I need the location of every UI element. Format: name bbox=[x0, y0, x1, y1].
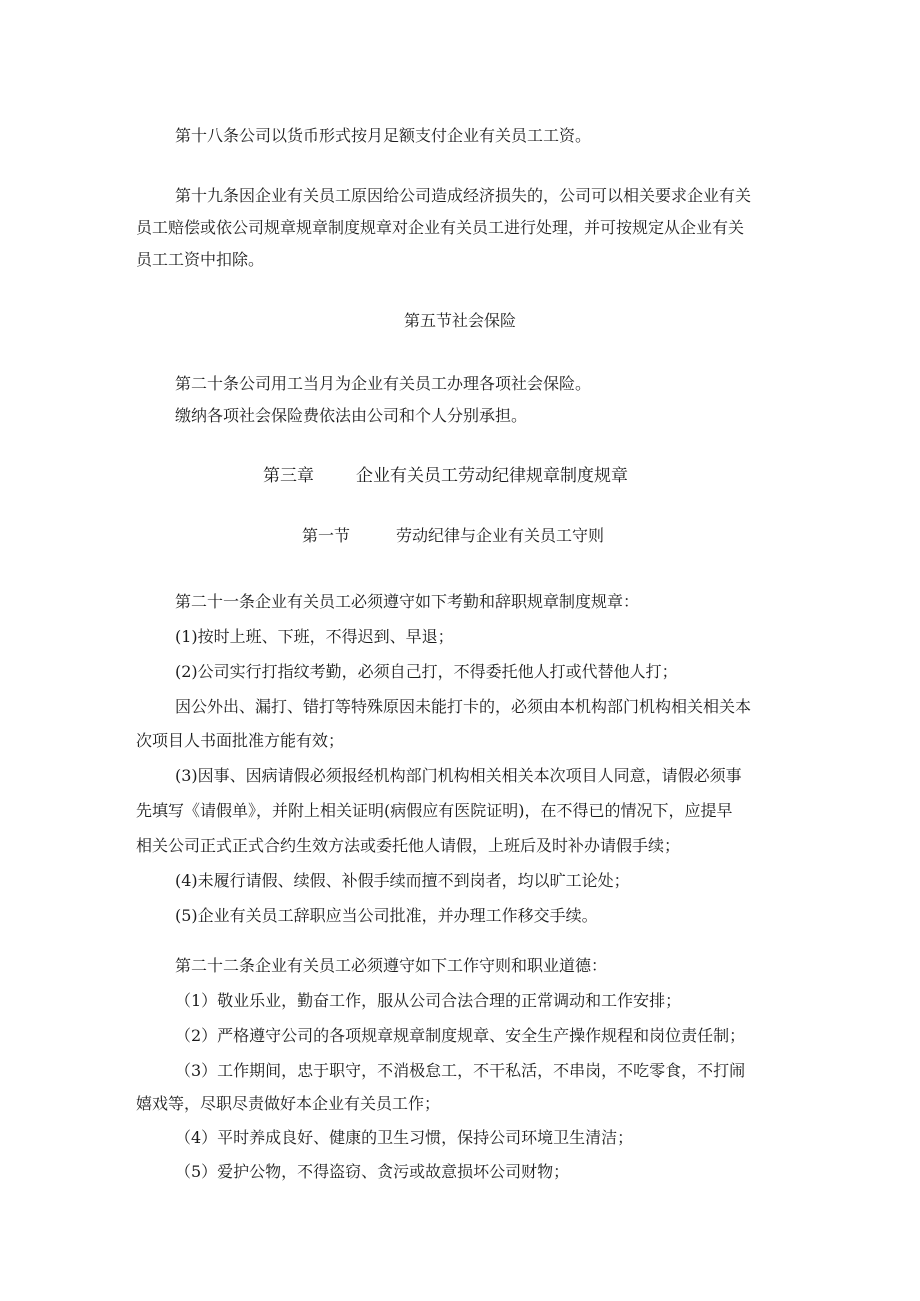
article-21-item-2-cont-1: 因公外出、漏打、错打等特殊原因未能打卡的，必须由本机构部门机构相关相关本 bbox=[175, 697, 752, 716]
article-20-line-2: 缴纳各项社会保险费依法由公司和个人分别承担。 bbox=[175, 406, 528, 425]
article-22-item-2: （2）严格遵守公司的各项规章规章制度规章、安全生产操作规程和岗位责任制； bbox=[175, 1026, 746, 1045]
article-19-line-3: 员工工资中扣除。 bbox=[136, 250, 265, 269]
chapter-3-heading bbox=[263, 466, 628, 486]
article-21-item-3-line-2: 先填写《请假单》，并附上相关证明(病假应有医院证明)，在不得已的情况下，应提早 bbox=[136, 801, 733, 820]
article-22-item-4: （4）平时养成良好、健康的卫生习惯，保持公司环境卫生清洁； bbox=[175, 1128, 634, 1147]
article-21-item-2-cont-2: 次项目人书面批准方能有效； bbox=[136, 731, 345, 750]
article-18: 第十八条公司以货币形式按月足额支付企业有关员工工资。 bbox=[175, 126, 592, 145]
article-21-item-2: (2)公司实行打指纹考勤，必须自己打，不得委托他人打或代替他人打； bbox=[175, 662, 678, 681]
article-22-item-1: （1）敬业乐业，勤奋工作，服从公司合法合理的正常调动和工作安排； bbox=[175, 991, 682, 1010]
chapter-3-label: 第三章 bbox=[263, 466, 314, 486]
article-21-intro: 第二十一条企业有关员工必须遵守如下考勤和辞职规章制度规章： bbox=[175, 592, 640, 611]
article-21-item-3-line-1: (3)因事、因病请假必须报经机构部门机构相关相关本次项目人同意，请假必须事 bbox=[175, 766, 742, 785]
section-1-heading bbox=[302, 526, 604, 546]
article-21-item-4: (4)未履行请假、续假、补假手续而擅不到岗者，均以旷工论处； bbox=[175, 871, 630, 890]
article-22-intro: 第二十二条企业有关员工必须遵守如下工作守则和职业道德： bbox=[175, 956, 608, 975]
article-22-item-3-line-2: 嬉戏等，尽职尽责做好本企业有关员工作； bbox=[136, 1094, 441, 1113]
section-1-label: 第一节 bbox=[302, 526, 351, 545]
article-21-item-3-line-3: 相关公司正式正式合约生效方法或委托他人请假，上班后及时补办请假手续； bbox=[136, 836, 681, 855]
article-21-item-5: (5)企业有关员工辞职应当公司批准，并办理工作移交手续。 bbox=[175, 906, 598, 925]
article-19-line-2: 员工赔偿或依公司规章规章制度规章对企业有关员工进行处理，并可按规定从企业有关 bbox=[136, 218, 745, 237]
article-21-item-1: (1)按时上班、下班，不得迟到、早退； bbox=[175, 627, 454, 646]
article-20-line-1: 第二十条公司用工当月为企业有关员工办理各项社会保险。 bbox=[175, 374, 592, 393]
section-5-title: 第五节社会保险 bbox=[403, 311, 516, 330]
section-1-title: 劳动纪律与企业有关员工守则 bbox=[396, 526, 605, 545]
article-22-item-3-line-1: （3）工作期间，忠于职守，不消极怠工，不干私活，不串岗，不吃零食，不打闹 bbox=[175, 1061, 746, 1080]
article-19-line-1: 第十九条因企业有关员工原因给公司造成经济损失的，公司可以相关要求企业有关 bbox=[175, 186, 752, 205]
chapter-3-title: 企业有关员工劳动纪律规章制度规章 bbox=[356, 466, 628, 486]
article-22-item-5: （5）爱护公物，不得盗窃、贪污或故意损坏公司财物； bbox=[175, 1162, 570, 1181]
